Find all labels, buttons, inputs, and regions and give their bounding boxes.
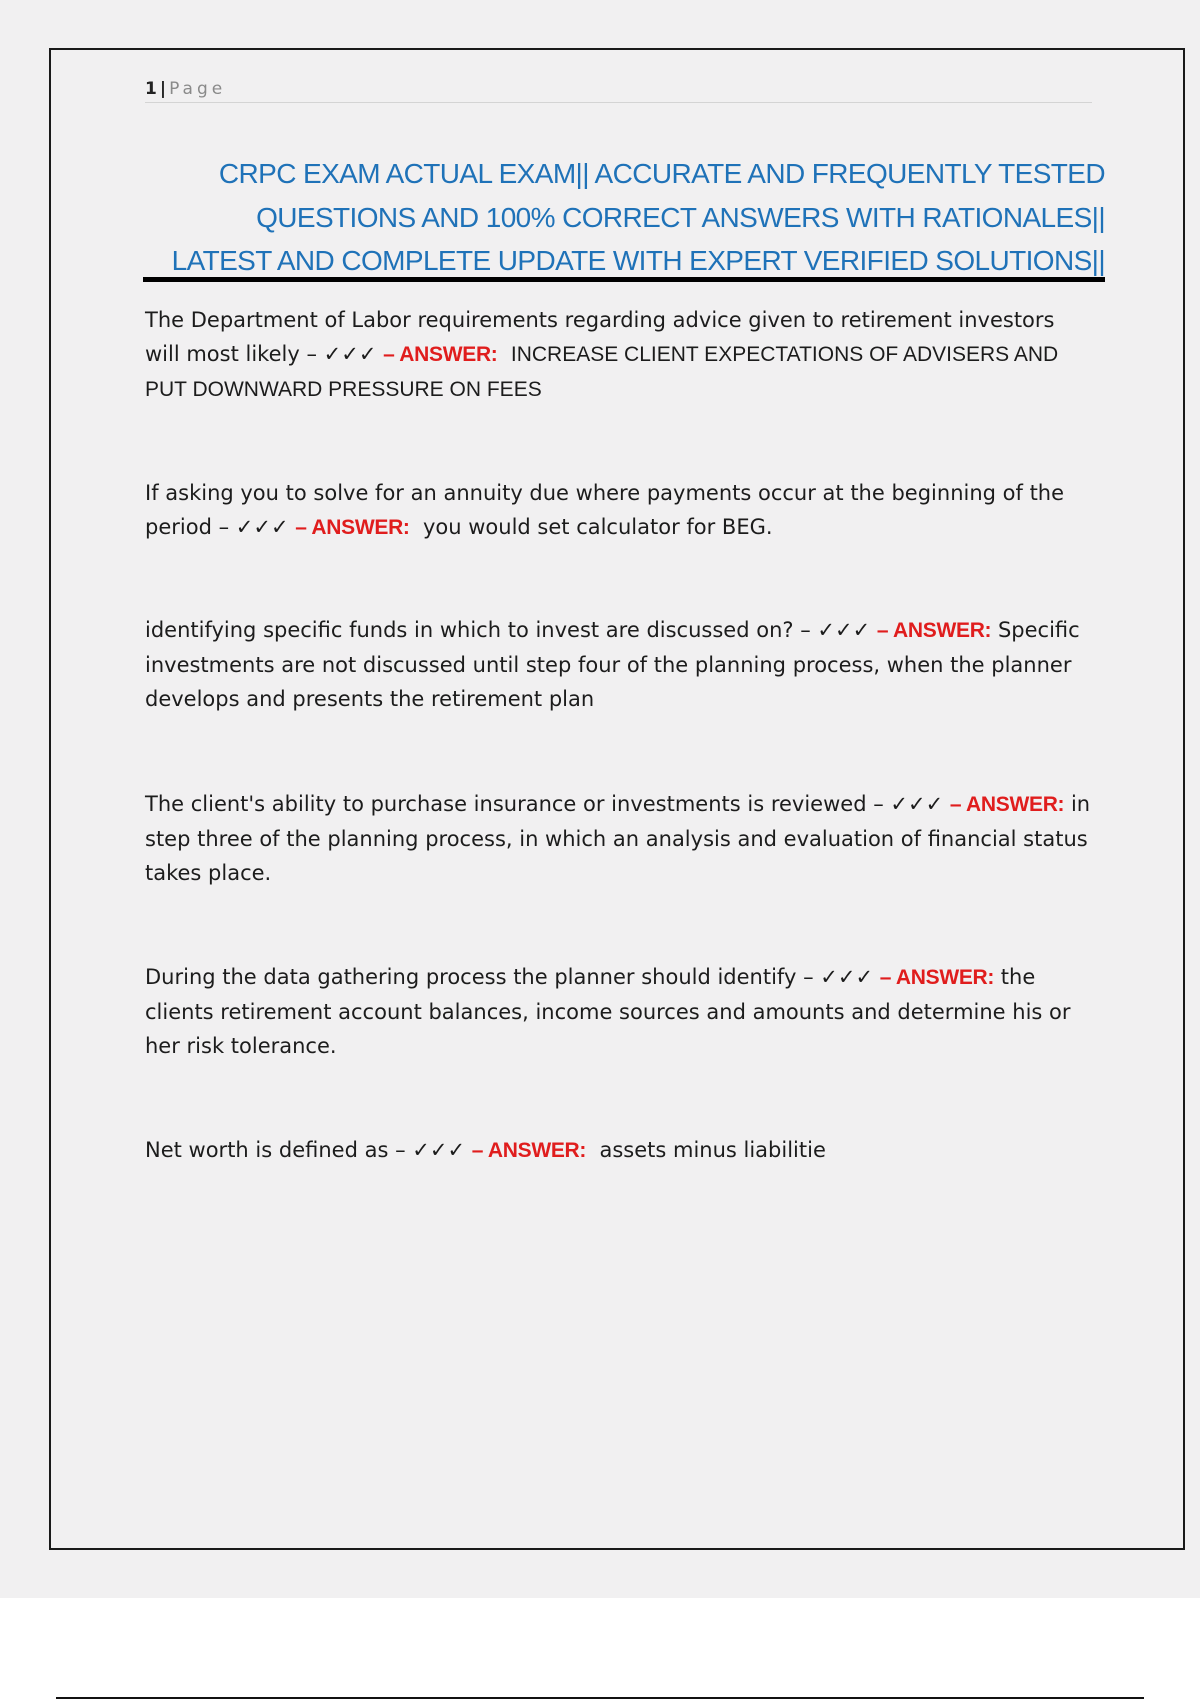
answer-label: – ANSWER: bbox=[383, 343, 498, 366]
dash: – bbox=[395, 1138, 406, 1162]
qa-item-3 bbox=[145, 613, 1095, 716]
title-line-2: QUESTIONS AND 100% CORRECT ANSWERS WITH RATIONALES|| bbox=[256, 201, 1105, 233]
qa-item-2 bbox=[145, 476, 1095, 545]
check-marks-icon: ✓✓✓ bbox=[412, 1138, 466, 1162]
dash: – bbox=[800, 618, 811, 642]
check-marks-icon: ✓✓✓ bbox=[235, 515, 289, 539]
title-line-3: LATEST AND COMPLETE UPDATE WITH EXPERT VERIFIED SOLUTIONS|| bbox=[171, 245, 1105, 276]
answer-text: assets minus liabilitie bbox=[599, 1138, 826, 1162]
title-line-1: CRPC EXAM ACTUAL EXAM|| ACCURATE AND FREQUENTLY TESTED bbox=[218, 158, 1105, 189]
qa-item-1 bbox=[145, 303, 1095, 407]
answer-text: Specific investments are not discussed until step four of the planning process, when the planner develops and presents the retirement plan bbox=[145, 618, 1080, 711]
answer-text: you would set calculator for BEG. bbox=[422, 515, 773, 539]
check-marks-icon: ✓✓✓ bbox=[323, 342, 377, 366]
answer-label: – ANSWER: bbox=[879, 966, 995, 989]
answer-label: – ANSWER: bbox=[471, 1139, 587, 1162]
page-header bbox=[145, 78, 1092, 103]
qa-item-6 bbox=[145, 1133, 1095, 1168]
document-title bbox=[145, 152, 1105, 283]
answer-label: – ANSWER: bbox=[949, 793, 1065, 816]
answer-label: – ANSWER: bbox=[876, 619, 992, 642]
qa-item-5 bbox=[145, 960, 1095, 1063]
answer-text: the clients retirement account balances, income sources and amounts and determine his or her risk tolerance. bbox=[145, 965, 1071, 1058]
check-marks-icon: ✓✓✓ bbox=[890, 792, 944, 816]
question-text: The Department of Labor requirements regarding advice given to retirement investors will most likely bbox=[145, 308, 1055, 366]
page-label: Page bbox=[169, 79, 227, 99]
dash: – bbox=[306, 342, 317, 366]
check-marks-icon: ✓✓✓ bbox=[817, 618, 871, 642]
dash: – bbox=[873, 792, 884, 816]
bottom-divider bbox=[56, 1697, 1144, 1699]
question-text: During the data gathering process the planner should identify bbox=[145, 965, 797, 989]
question-text: If asking you to solve for an annuity due where payments occur at the beginning of the period bbox=[145, 481, 1065, 539]
answer-label: – ANSWER: bbox=[295, 516, 410, 539]
dash: – bbox=[218, 515, 230, 539]
answer-text: INCREASE CLIENT EXPECTATIONS OF ADVISERS AND PUT DOWNWARD PRESSURE ON FEES bbox=[145, 343, 1059, 401]
qa-item-4 bbox=[145, 787, 1095, 890]
page-number: 1 bbox=[145, 79, 157, 99]
page-separator: | bbox=[159, 79, 167, 99]
title-underline bbox=[143, 277, 1105, 282]
question-text: The client's ability to purchase insurance or investments is reviewed bbox=[145, 792, 867, 816]
answer-text: in step three of the planning process, in which an analysis and evaluation of financial status takes place. bbox=[145, 792, 1091, 885]
check-marks-icon: ✓✓✓ bbox=[820, 965, 874, 989]
dash: – bbox=[803, 965, 814, 989]
question-text: identifying specific funds in which to invest are discussed on? bbox=[145, 618, 794, 642]
question-text: Net worth is defined as bbox=[145, 1138, 389, 1162]
